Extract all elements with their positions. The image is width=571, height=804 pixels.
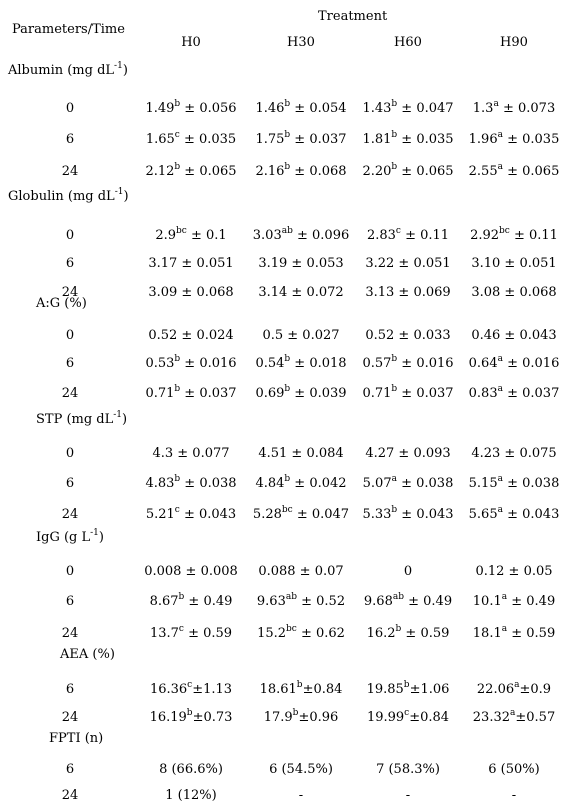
significance-letter: b	[284, 129, 291, 140]
cell-value: 7 (58.3%)	[376, 762, 440, 777]
cell-deviation: ± 0.065	[180, 164, 237, 179]
table-cell	[252, 225, 350, 243]
section-label	[8, 186, 129, 204]
significance-letter: a	[497, 504, 503, 515]
cell-value: 0.83	[468, 386, 498, 401]
significance-letter: bc	[176, 225, 187, 236]
significance-letter: b	[174, 383, 181, 394]
table-cell	[148, 328, 233, 343]
section-label-text: A:G (%)	[36, 296, 87, 311]
table-cell	[258, 564, 343, 579]
cell-deviation: ±0.73	[192, 710, 233, 725]
cell-deviation: ±0.9	[519, 682, 552, 697]
cell-value: 19.99	[366, 710, 405, 725]
significance-letter: b	[391, 129, 398, 140]
cell-value: 3.08 ± 0.068	[471, 285, 557, 300]
significance-letter: ab	[392, 591, 404, 602]
table-cell	[376, 762, 440, 777]
cell-value: 5.07	[362, 476, 392, 491]
cell-value: -	[405, 788, 411, 803]
cell-deviation: ± 0.038	[396, 476, 454, 491]
cell-value: 4.83	[145, 476, 175, 491]
table-cell	[299, 788, 303, 803]
significance-letter: b	[284, 473, 291, 484]
significance-letter: b	[284, 161, 291, 172]
significance-letter: a	[497, 473, 503, 484]
table-cell	[365, 328, 450, 343]
row-time-label: 6	[65, 762, 75, 777]
table-cell	[472, 591, 556, 609]
table-cell	[262, 328, 339, 343]
cell-deviation: ± 0.52	[296, 594, 346, 609]
section-label	[36, 527, 104, 545]
cell-value: 3.03	[252, 228, 282, 243]
cell-value: 0.088 ± 0.07	[258, 564, 344, 579]
cell-value: 6 (50%)	[488, 762, 540, 777]
cell-value: 6 (54.5%)	[269, 762, 333, 777]
cell-value: 16.2	[366, 626, 396, 641]
section-label	[36, 409, 128, 427]
significance-letter: b	[174, 473, 181, 484]
cell-deviation: ± 0.038	[180, 476, 237, 491]
table-cell	[259, 679, 343, 697]
unit-exponent: -1	[114, 186, 124, 197]
cell-deviation: ± 0.037	[180, 386, 237, 401]
section-label-close: )	[98, 530, 104, 545]
table-cell	[472, 623, 556, 641]
cell-value: 1.75	[255, 132, 285, 147]
treatment-header: Treatment	[318, 9, 388, 24]
section-label-text: AEA (%)	[60, 647, 115, 662]
section-label	[60, 647, 115, 662]
column-header-h60: H60	[394, 35, 422, 50]
cell-value: 0.71	[145, 386, 175, 401]
table-cell	[468, 161, 560, 179]
cell-deviation: ± 0.62	[296, 626, 345, 641]
table-cell	[256, 591, 346, 609]
cell-deviation: ± 0.073	[498, 101, 556, 116]
section-label	[36, 296, 87, 311]
table-cell	[145, 161, 237, 179]
cell-value: 15.2	[257, 626, 287, 641]
cell-deviation: ± 0.065	[397, 164, 454, 179]
table-cell	[252, 504, 350, 522]
table-cell	[152, 446, 229, 461]
cell-deviation: ± 0.49	[507, 594, 556, 609]
cell-value: 8 (66.6%)	[159, 762, 223, 777]
row-time-label: 24	[61, 386, 79, 401]
table-cell	[258, 446, 343, 461]
table-cell	[255, 473, 347, 491]
table-cell	[366, 707, 450, 725]
cell-value: 17.9	[263, 710, 293, 725]
cell-deviation: ± 0.035	[502, 132, 560, 147]
cell-value: 0.53	[145, 356, 175, 371]
row-time-label: 6	[65, 356, 75, 371]
significance-letter: b	[391, 353, 398, 364]
table-cell	[476, 679, 552, 697]
table-cell	[362, 504, 454, 522]
cell-deviation: ±0.84	[302, 682, 343, 697]
column-header-h90: H90	[500, 35, 528, 50]
table-cell	[468, 129, 560, 147]
cell-deviation: ±0.84	[409, 710, 450, 725]
cell-value: 2.16	[255, 164, 285, 179]
row-time-label: 0	[65, 228, 75, 243]
cell-value: 3.10 ± 0.051	[471, 256, 557, 271]
significance-letter: bc	[286, 623, 297, 634]
unit-exponent: -1	[113, 409, 123, 420]
cell-value: 0.12 ± 0.05	[475, 564, 553, 579]
table-cell	[263, 707, 339, 725]
cell-deviation: ± 0.037	[397, 386, 454, 401]
cell-value: 10.1	[472, 594, 502, 609]
table-cell	[512, 788, 516, 803]
cell-value: 1.43	[362, 101, 392, 116]
section-label-close: )	[123, 189, 129, 204]
cell-deviation: ± 0.035	[179, 132, 237, 147]
cell-value: 1.3	[472, 101, 494, 116]
section-label-text: FPTI (n)	[49, 731, 104, 746]
cell-value: 23.32	[472, 710, 510, 725]
significance-letter: b	[174, 161, 181, 172]
row-time-label: 24	[61, 164, 79, 179]
table-cell	[468, 473, 560, 491]
cell-value: 4.51 ± 0.084	[258, 446, 344, 461]
table-cell	[159, 762, 223, 777]
significance-letter: b	[391, 98, 398, 109]
significance-letter: b	[284, 98, 291, 109]
cell-deviation: ± 0.042	[290, 476, 347, 491]
row-time-label: 6	[65, 132, 75, 147]
significance-letter: b	[186, 707, 193, 718]
table-cell	[149, 623, 233, 641]
cell-value: 9.63	[256, 594, 286, 609]
table-cell	[472, 707, 556, 725]
significance-letter: b	[174, 353, 181, 364]
cell-value: 0	[403, 564, 413, 579]
cell-value: 2.20	[362, 164, 392, 179]
cell-deviation: ± 0.016	[502, 356, 560, 371]
cell-value: 0.69	[255, 386, 285, 401]
row-time-label: 6	[65, 256, 75, 271]
table-cell	[145, 129, 237, 147]
cell-value: 9.68	[363, 594, 393, 609]
cell-value: -	[511, 788, 517, 803]
table-cell	[255, 353, 347, 371]
cell-value: 0.46 ± 0.043	[471, 328, 557, 343]
cell-value: 3.17 ± 0.051	[148, 256, 234, 271]
table-cell	[362, 473, 454, 491]
cell-value: 18.61	[259, 682, 297, 697]
table-cell	[471, 285, 556, 300]
significance-letter: b	[395, 623, 402, 634]
significance-letter: a	[497, 383, 503, 394]
cell-value: 2.92	[470, 228, 500, 243]
cell-value: 2.12	[145, 164, 175, 179]
cell-value: 4.84	[255, 476, 285, 491]
table-cell	[145, 504, 237, 522]
cell-value: 16.36	[149, 682, 188, 697]
significance-letter: c	[404, 707, 410, 718]
row-time-label: 24	[61, 626, 79, 641]
section-label-text: Globulin (mg dL	[8, 189, 115, 204]
table-cell	[145, 473, 237, 491]
table-cell	[148, 285, 233, 300]
cell-deviation: ± 0.047	[292, 507, 350, 522]
cell-value: 0.52 ± 0.024	[148, 328, 234, 343]
significance-letter: b	[296, 679, 303, 690]
cell-value: 19.85	[366, 682, 404, 697]
table-cell	[471, 446, 556, 461]
cell-deviation: ± 0.065	[502, 164, 560, 179]
row-time-label: 24	[61, 285, 79, 300]
table-cell	[488, 762, 539, 777]
significance-letter: a	[510, 707, 516, 718]
significance-letter: a	[497, 129, 503, 140]
cell-value: 22.06	[476, 682, 515, 697]
table-cell	[255, 161, 347, 179]
cell-value: 2.9	[155, 228, 177, 243]
table-cell	[475, 564, 552, 579]
table-cell	[269, 762, 333, 777]
cell-value: 5.33	[362, 507, 392, 522]
table-cell	[472, 98, 556, 116]
cell-deviation: ± 0.59	[183, 626, 233, 641]
significance-letter: b	[403, 679, 410, 690]
significance-letter: a	[514, 679, 520, 690]
cell-value: 5.15	[468, 476, 498, 491]
table-cell	[468, 383, 560, 401]
cell-deviation: ±0.57	[515, 710, 556, 725]
column-header-h0: H0	[181, 35, 201, 50]
cell-value: 0.57	[362, 356, 392, 371]
row-time-label: 0	[65, 101, 75, 116]
table-cell	[148, 256, 233, 271]
section-label-text: IgG (g L	[36, 530, 91, 545]
table-cell	[365, 285, 450, 300]
significance-letter: b	[292, 707, 299, 718]
significance-letter: b	[391, 504, 398, 515]
table-cell	[366, 225, 450, 243]
section-label-close: )	[122, 412, 128, 427]
cell-value: 0.54	[255, 356, 285, 371]
row-time-label: 24	[61, 507, 79, 522]
cell-deviation: ± 0.016	[397, 356, 454, 371]
cell-deviation: ± 0.038	[502, 476, 560, 491]
cell-value: 3.09 ± 0.068	[148, 285, 234, 300]
cell-deviation: ±0.96	[298, 710, 339, 725]
cell-deviation: ± 0.1	[186, 228, 227, 243]
table-cell	[362, 383, 454, 401]
cell-value: 1.65	[145, 132, 175, 147]
table-cell	[255, 98, 347, 116]
cell-deviation: ± 0.49	[184, 594, 233, 609]
significance-letter: a	[497, 161, 503, 172]
table-cell	[149, 679, 233, 697]
significance-letter: b	[284, 353, 291, 364]
cell-value: 0.71	[362, 386, 392, 401]
cell-value: 8.67	[149, 594, 179, 609]
cell-value: 3.22 ± 0.051	[365, 256, 451, 271]
table-cell	[155, 225, 227, 243]
unit-exponent: -1	[114, 60, 123, 71]
table-cell	[258, 256, 343, 271]
cell-value: 0.64	[468, 356, 498, 371]
table-cell	[366, 679, 450, 697]
cell-deviation: ± 0.59	[507, 626, 556, 641]
cell-deviation: ± 0.49	[403, 594, 453, 609]
table-cell	[363, 591, 453, 609]
unit-exponent: -1	[90, 527, 99, 538]
cell-value: 16.19	[149, 710, 187, 725]
section-label-text: Albumin (mg dL	[8, 63, 115, 78]
cell-deviation: ±1.13	[192, 682, 233, 697]
cell-deviation: ± 0.043	[179, 507, 237, 522]
section-label	[49, 731, 103, 746]
cell-value: 1 (12%)	[165, 788, 217, 803]
table-cell	[362, 353, 454, 371]
significance-letter: ab	[285, 591, 297, 602]
column-header-h30: H30	[287, 35, 315, 50]
cell-value: 3.14 ± 0.072	[258, 285, 344, 300]
significance-letter: a	[497, 353, 503, 364]
significance-letter: ab	[281, 225, 293, 236]
cell-value: 1.49	[145, 101, 175, 116]
row-time-label: 0	[65, 446, 75, 461]
cell-deviation: ± 0.054	[290, 101, 347, 116]
cell-value: 2.83	[366, 228, 396, 243]
significance-letter: b	[178, 591, 185, 602]
cell-deviation: ± 0.043	[397, 507, 454, 522]
table-cell	[145, 383, 237, 401]
cell-value: 1.96	[468, 132, 498, 147]
row-time-label: 6	[65, 476, 75, 491]
cell-deviation: ± 0.11	[509, 228, 558, 243]
table-cell	[255, 129, 347, 147]
cell-value: 13.7	[149, 626, 179, 641]
table-cell	[362, 98, 454, 116]
table-cell	[404, 564, 412, 579]
significance-letter: c	[187, 679, 193, 690]
table-cell	[258, 285, 343, 300]
table-cell	[149, 707, 233, 725]
table-cell	[365, 256, 450, 271]
section-label	[8, 60, 128, 78]
cell-deviation: ± 0.016	[180, 356, 237, 371]
significance-letter: b	[391, 383, 398, 394]
cell-value: 4.27 ± 0.093	[365, 446, 451, 461]
table-cell	[362, 129, 454, 147]
cell-value: 1.81	[362, 132, 392, 147]
significance-letter: bc	[281, 504, 293, 515]
cell-value: 4.3 ± 0.077	[152, 446, 230, 461]
table-cell	[149, 591, 233, 609]
significance-letter: c	[178, 623, 184, 634]
cell-deviation: ±1.06	[409, 682, 450, 697]
table-cell	[406, 788, 410, 803]
cell-value: 0.008 ± 0.008	[144, 564, 238, 579]
cell-deviation: ± 0.018	[290, 356, 347, 371]
significance-letter: b	[284, 383, 291, 394]
section-label-text: STP (mg dL	[36, 412, 114, 427]
cell-deviation: ± 0.037	[290, 132, 347, 147]
row-time-label: 24	[61, 788, 79, 803]
row-time-label: 6	[65, 594, 75, 609]
significance-letter: a	[501, 623, 508, 634]
table-cell	[468, 504, 560, 522]
cell-deviation: ± 0.096	[292, 228, 350, 243]
cell-value: 3.19 ± 0.053	[258, 256, 344, 271]
significance-letter: a	[501, 591, 508, 602]
significance-letter: a	[493, 98, 499, 109]
cell-deviation: ± 0.039	[290, 386, 347, 401]
cell-deviation: ± 0.11	[400, 228, 450, 243]
section-label-close: )	[122, 63, 128, 78]
table-cell	[470, 225, 558, 243]
cell-deviation: ± 0.59	[401, 626, 450, 641]
cell-value: 0.52 ± 0.033	[365, 328, 451, 343]
cell-value: 0.5 ± 0.027	[262, 328, 340, 343]
significance-letter: b	[391, 161, 398, 172]
table-cell	[468, 353, 560, 371]
cell-deviation: ± 0.035	[397, 132, 454, 147]
table-cell	[257, 623, 345, 641]
table-cell	[144, 564, 238, 579]
params-time-header: Parameters/Time	[12, 22, 125, 37]
cell-value: 2.55	[468, 164, 498, 179]
cell-deviation: ± 0.068	[290, 164, 347, 179]
significance-letter: bc	[499, 225, 510, 236]
table-cell	[365, 446, 450, 461]
cell-deviation: ± 0.037	[502, 386, 560, 401]
cell-value: -	[298, 788, 304, 803]
table-cell	[145, 353, 237, 371]
cell-value: 5.28	[252, 507, 282, 522]
cell-value: 1.46	[255, 101, 285, 116]
significance-letter: b	[174, 98, 181, 109]
cell-deviation: ± 0.047	[397, 101, 454, 116]
significance-letter: c	[395, 225, 401, 236]
significance-letter: c	[174, 504, 180, 515]
cell-value: 3.13 ± 0.069	[365, 285, 451, 300]
table-cell	[471, 256, 556, 271]
table-cell	[255, 383, 347, 401]
cell-value: 5.21	[145, 507, 175, 522]
row-time-label: 6	[65, 682, 75, 697]
cell-value: 5.65	[468, 507, 498, 522]
row-time-label: 24	[61, 710, 79, 725]
table-cell	[471, 328, 556, 343]
cell-value: 18.1	[472, 626, 502, 641]
cell-value: 4.23 ± 0.075	[471, 446, 557, 461]
table-cell	[362, 161, 454, 179]
table-cell	[165, 788, 216, 803]
row-time-label: 0	[65, 328, 75, 343]
significance-letter: c	[174, 129, 180, 140]
significance-letter: a	[391, 473, 397, 484]
table-cell	[145, 98, 237, 116]
cell-deviation: ± 0.056	[180, 101, 237, 116]
row-time-label: 0	[65, 564, 75, 579]
cell-deviation: ± 0.043	[502, 507, 560, 522]
table-cell	[366, 623, 450, 641]
